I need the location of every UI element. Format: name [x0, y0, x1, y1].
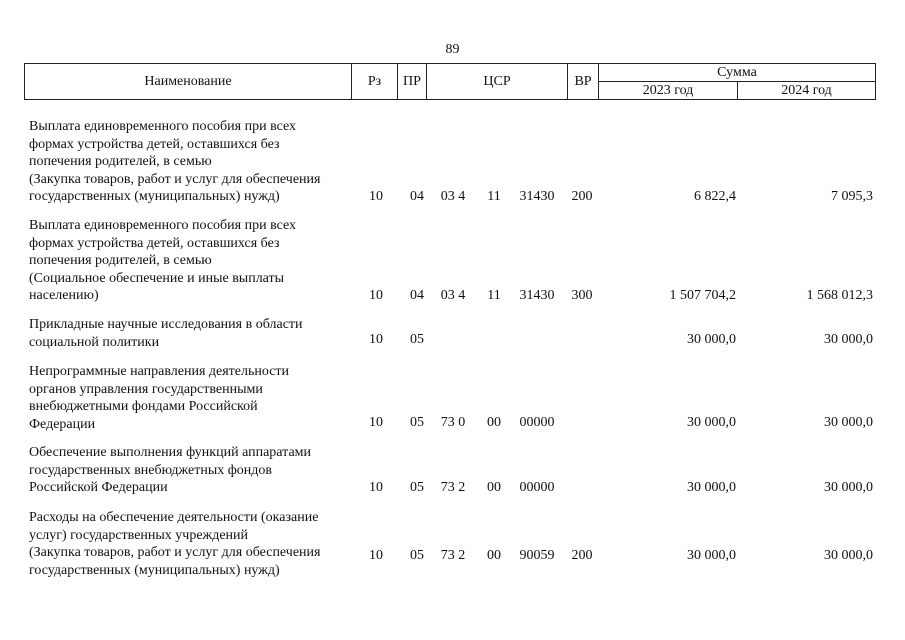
row-csr-code: 31430 [519, 288, 555, 303]
row-sum-2023: 1 507 704,2 [669, 288, 736, 303]
row-sum-2024: 7 095,3 [831, 189, 873, 204]
header-year-2024: 2024 год [738, 82, 876, 100]
page-number: 89 [445, 42, 460, 57]
row-rz: 10 [369, 189, 383, 204]
row-sum-2024: 1 568 012,3 [806, 288, 873, 303]
row-sum-2024: 30 000,0 [824, 548, 873, 563]
row-csr-program: 73 0 [440, 415, 466, 430]
row-sum-2023: 30 000,0 [687, 332, 736, 347]
row-pr: 05 [410, 548, 424, 563]
row-csr-code: 00000 [519, 415, 555, 430]
row-sum-2023: 30 000,0 [687, 480, 736, 495]
table-header [24, 63, 876, 100]
row-csr-sub: 11 [487, 189, 501, 204]
row-rz: 10 [369, 480, 383, 495]
row-pr: 05 [410, 480, 424, 495]
row-vr: 300 [571, 288, 593, 303]
header-csr: ЦСР [427, 64, 568, 100]
row-sum-2023: 30 000,0 [687, 548, 736, 563]
row-csr-program: 03 4 [440, 189, 466, 204]
row-pr: 04 [410, 189, 424, 204]
row-name: Непрограммные направления деятельности органов управления государственными внебюджетными фондами Российской Федерации [29, 364, 290, 432]
row-name: Обеспечение выполнения функций аппаратами государственных внебюджетных фондов Российской Федерации [29, 445, 312, 495]
row-sum-2024: 30 000,0 [824, 415, 873, 430]
row-csr-sub: 11 [487, 288, 501, 303]
header-vr: ВР [568, 64, 599, 100]
row-csr-program: 03 4 [440, 288, 466, 303]
row-csr-code: 00000 [519, 480, 555, 495]
row-csr-sub: 00 [487, 415, 501, 430]
row-pr: 04 [410, 288, 424, 303]
row-sum-2024: 30 000,0 [824, 480, 873, 495]
row-vr: 200 [571, 189, 593, 204]
row-rz: 10 [369, 288, 383, 303]
row-sum-2023: 30 000,0 [687, 415, 736, 430]
header-year-2023: 2023 год [599, 82, 738, 100]
row-csr-sub: 00 [487, 480, 501, 495]
header-name: Наименование [25, 64, 352, 100]
row-pr: 05 [410, 415, 424, 430]
row-csr-code: 31430 [519, 189, 555, 204]
row-csr-program: 73 2 [440, 548, 466, 563]
row-name: Прикладные научные исследования в области социальной политики [29, 317, 303, 350]
row-sum-2023: 6 822,4 [694, 189, 736, 204]
row-csr-code: 90059 [519, 548, 555, 563]
row-pr: 05 [410, 332, 424, 347]
row-sum-2024: 30 000,0 [824, 332, 873, 347]
header-sum: Сумма [599, 64, 876, 82]
row-csr-sub: 00 [487, 548, 501, 563]
header-pr: ПР [398, 64, 427, 100]
row-rz: 10 [369, 548, 383, 563]
header-rz: Рз [352, 64, 398, 100]
row-vr: 200 [571, 548, 593, 563]
row-name: Расходы на обеспечение деятельности (оказание услуг) государственных учреждений (Закупка товаров, работ и услуг для обеспечения государственных (муниципальных) нужд) [29, 510, 321, 578]
row-name: Выплата единовременного пособия при всех формах устройства детей, оставшихся без попечения родителей, в семью (Социальное обеспечение и иные выплаты населению) [29, 218, 297, 303]
row-name: Выплата единовременного пособия при всех формах устройства детей, оставшихся без попечения родителей, в семью (Закупка товаров, работ и услуг для обеспечения государственных (муниципальных) нужд) [29, 119, 321, 204]
row-rz: 10 [369, 332, 383, 347]
row-rz: 10 [369, 415, 383, 430]
row-csr-program: 73 2 [440, 480, 466, 495]
